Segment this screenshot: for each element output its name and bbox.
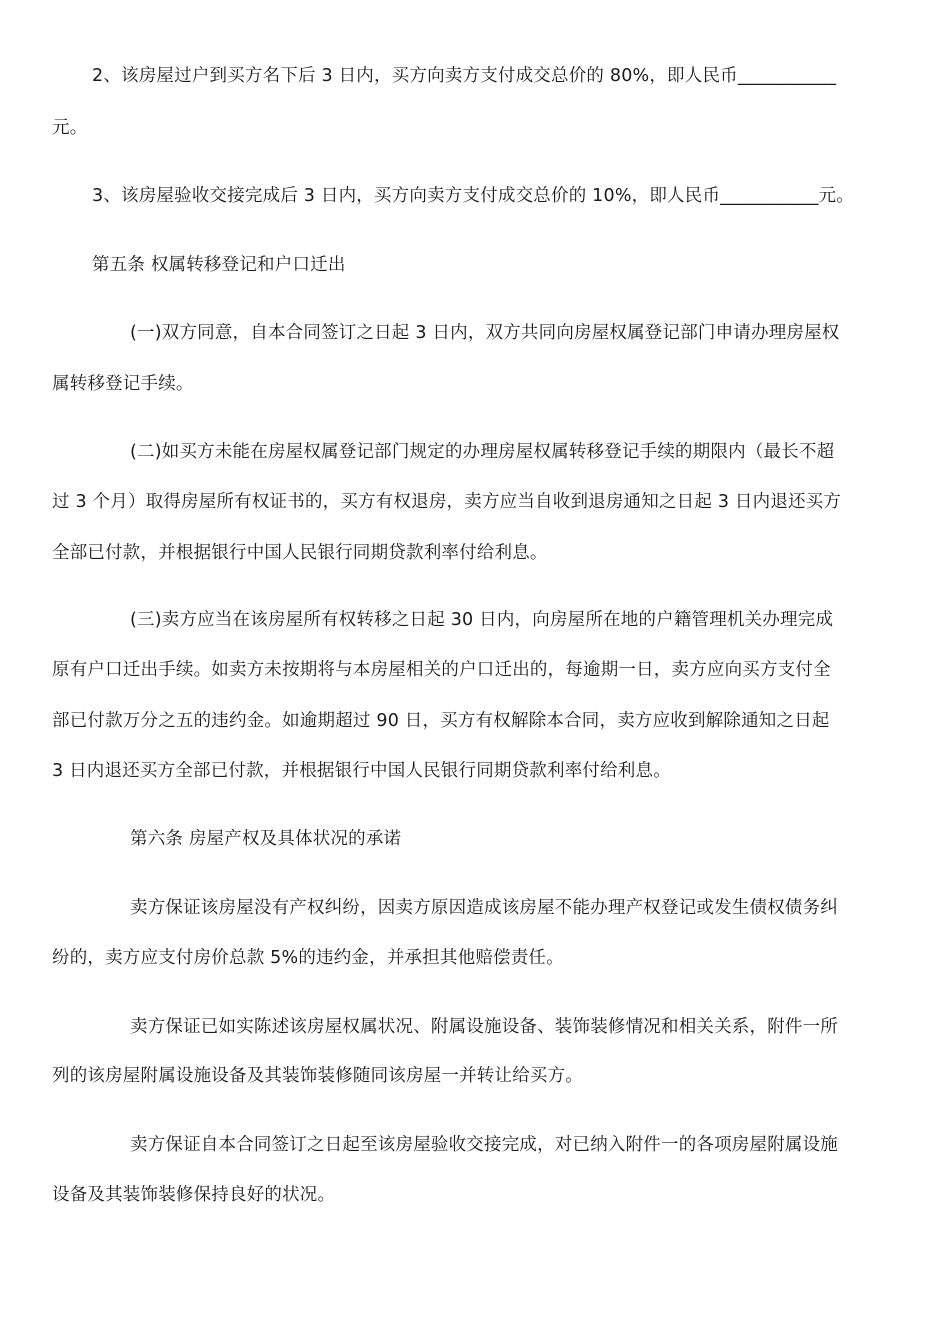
- clause-4-item-2-line-1: 2、该房屋过户到买方名下后 3 日内，买方向卖方支付成交总价的 80%，即人民币___________: [92, 66, 837, 86]
- article-5-item-3-line-3: 部已付款万分之五的违约金。如逾期超过 90 日，买方有权解除本合同，卖方应收到解除通知之日起: [52, 711, 830, 731]
- article-5-item-3-line-2: 原有户口迁出手续。如卖方未按期将与本房屋相关的户口迁出的，每逾期一日，卖方应向买方支付全: [52, 660, 831, 680]
- article-5-item-2-line-2: 过 3 个月）取得房屋所有权证书的，买方有权退房，卖方应当自收到退房通知之日起 3 日内退还买方: [52, 492, 842, 512]
- article-6-para-2-line-1: 卖方保证已如实陈述该房屋权属状况、附属设施设备、装饰装修情况和相关关系，附件一所: [130, 1017, 838, 1037]
- article-6-para-3-line-2: 设备及其装饰装修保持良好的状况。: [52, 1185, 336, 1205]
- article-6-para-1-line-1: 卖方保证该房屋没有产权纠纷，因卖方原因造成该房屋不能办理产权登记或发生债权债务纠: [130, 898, 838, 918]
- article-5-item-2-line-3: 全部已付款，并根据银行中国人民银行同期贷款利率付给利息。: [52, 543, 548, 563]
- article-6-para-1-line-2: 纷的，卖方应支付房价总款 5%的违约金，并承担其他赔偿责任。: [52, 948, 564, 968]
- article-5-item-3-line-1: (三)卖方应当在该房屋所有权转移之日起 30 日内，向房屋所在地的户籍管理机关办理完成: [130, 610, 834, 630]
- article-5-item-1-line-2: 属转移登记手续。: [52, 374, 194, 394]
- article-5-item-2-line-1: (二)如买方未能在房屋权属登记部门规定的办理房屋权属转移登记手续的期限内（最长不超: [130, 442, 835, 462]
- clause-4-item-2-line-2: 元。: [52, 118, 88, 138]
- article-5-item-3-line-4: 3 日内退还买方全部已付款，并根据银行中国人民银行同期贷款利率付给利息。: [52, 761, 671, 781]
- article-6-heading: 第六条 房屋产权及具体状况的承诺: [130, 829, 402, 849]
- article-5-item-1-line-1: (一)双方同意，自本合同签订之日起 3 日内，双方共同向房屋权属登记部门申请办理房屋权: [130, 323, 840, 343]
- article-6-para-2-line-2: 列的该房屋附属设施设备及其装饰装修随同该房屋一并转让给买方。: [52, 1066, 583, 1086]
- article-6-para-3-line-1: 卖方保证自本合同签订之日起至该房屋验收交接完成，对已纳入附件一的各项房屋附属设施: [130, 1135, 838, 1155]
- clause-4-item-3: 3、该房屋验收交接完成后 3 日内，买方向卖方支付成交总价的 10%，即人民币___________元。: [92, 186, 855, 206]
- article-5-heading: 第五条 权属转移登记和户口迁出: [92, 255, 346, 275]
